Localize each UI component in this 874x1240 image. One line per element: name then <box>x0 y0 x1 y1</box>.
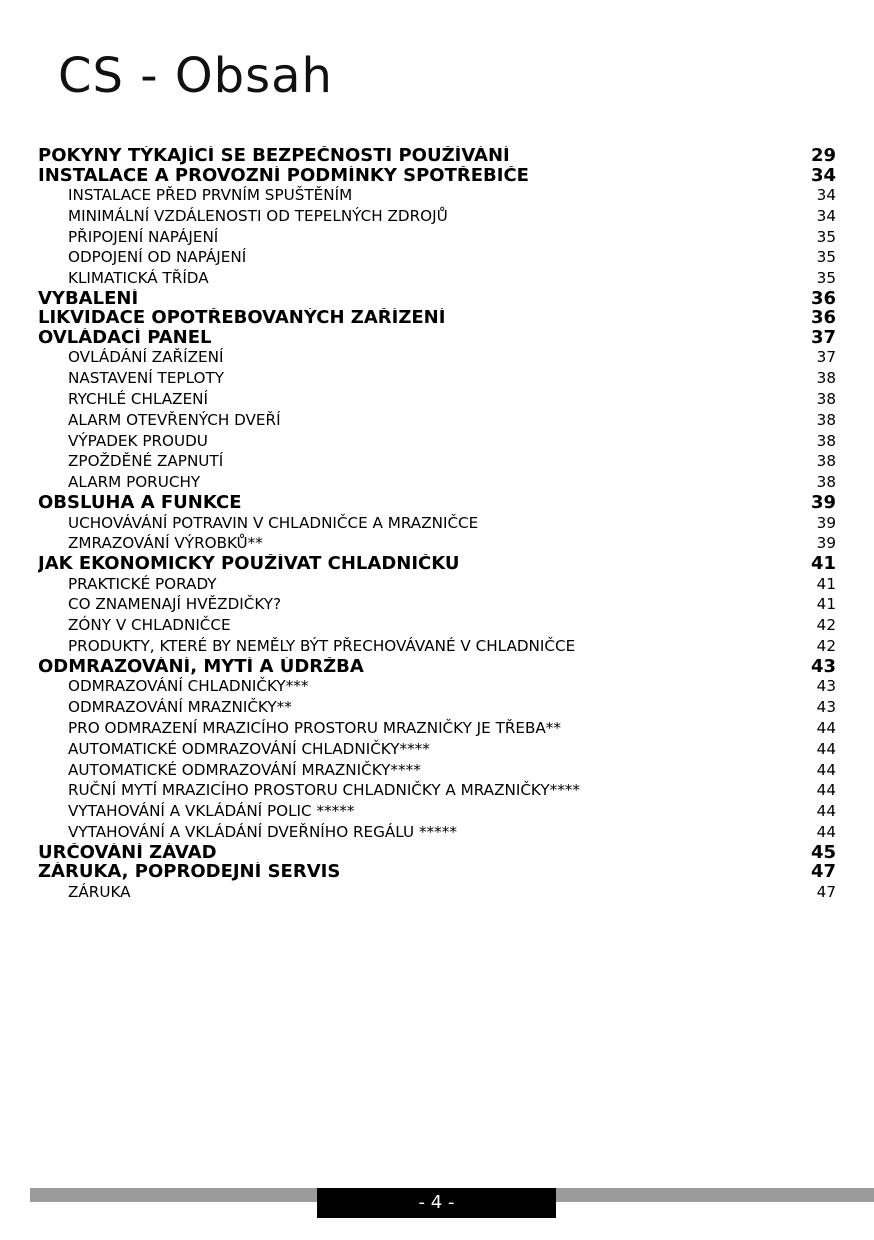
toc-entry-page: 38 <box>816 369 836 388</box>
toc-entry-label: URČOVÁNÍ ZÁVAD <box>38 842 217 862</box>
toc-entry-page: 44 <box>816 781 836 800</box>
toc-subsection[interactable] <box>38 760 836 781</box>
toc-entry-label: PRAKTICKÉ PORADY <box>68 574 217 593</box>
toc-subsection[interactable] <box>38 822 836 843</box>
toc-subsection[interactable] <box>38 472 836 493</box>
toc-entry-page: 38 <box>816 473 836 492</box>
toc-section[interactable] <box>38 308 836 328</box>
toc-entry-page: 36 <box>810 307 836 329</box>
toc-entry-page: 43 <box>816 677 836 696</box>
toc-subsection[interactable] <box>38 780 836 801</box>
toc-entry-page: 44 <box>816 739 836 758</box>
toc-entry-page: 38 <box>816 452 836 471</box>
toc-subsection[interactable] <box>38 615 836 636</box>
toc-subsection[interactable] <box>38 594 836 615</box>
toc-entry-page: 42 <box>816 616 836 635</box>
toc-entry-label: VYTAHOVÁNÍ A VKLÁDÁNÍ DVEŘNÍHO REGÁLU ***** <box>68 822 457 841</box>
toc-entry-page: 47 <box>810 861 836 883</box>
toc-entry-page: 36 <box>810 287 836 309</box>
toc-entry-label: AUTOMATICKÉ ODMRAZOVÁNÍ MRAZNIČKY**** <box>68 760 421 779</box>
toc-subsection[interactable] <box>38 389 836 410</box>
toc-subsection[interactable] <box>38 697 836 718</box>
toc-subsection[interactable] <box>38 206 836 227</box>
toc-section[interactable] <box>38 146 836 166</box>
toc-entry-label: RYCHLÉ CHLAZENÍ <box>68 390 209 409</box>
toc-entry-label: ODMRAZOVÁNÍ, MYTÍ A ÚDRŽBA <box>38 656 364 676</box>
toc-entry-page: 44 <box>816 760 836 779</box>
toc-section[interactable] <box>38 657 836 677</box>
toc-subsection[interactable] <box>38 451 836 472</box>
toc-entry-page: 35 <box>816 248 836 267</box>
toc-entry-label: AUTOMATICKÉ ODMRAZOVÁNÍ CHLADNIČKY**** <box>68 739 430 758</box>
toc-section[interactable] <box>38 493 836 513</box>
toc-entry-label: ODMRAZOVÁNÍ MRAZNIČKY** <box>68 698 292 717</box>
toc-entry-label: RUČNÍ MYTÍ MRAZICÍHO PROSTORU CHLADNIČKY A MRAZNIČKY**** <box>68 781 580 800</box>
toc-entry-label: ODMRAZOVÁNÍ CHLADNIČKY*** <box>68 677 309 696</box>
toc-entry-page: 35 <box>816 227 836 246</box>
toc-entry-page: 41 <box>810 553 836 575</box>
toc-entry-page: 39 <box>810 492 836 514</box>
toc-entry-page: 37 <box>810 326 836 348</box>
toc-subsection[interactable] <box>38 247 836 268</box>
toc-entry-page: 44 <box>816 718 836 737</box>
toc-entry-label: ALARM OTEVŘENÝCH DVEŘÍ <box>68 410 281 429</box>
toc-entry-page: 39 <box>816 534 836 553</box>
toc-section[interactable] <box>38 166 836 186</box>
toc-entry-page: 34 <box>810 164 836 186</box>
toc-subsection[interactable] <box>38 410 836 431</box>
toc-subsection[interactable] <box>38 185 836 206</box>
toc-section[interactable] <box>38 289 836 309</box>
toc-entry-label: VYTAHOVÁNÍ A VKLÁDÁNÍ POLIC ***** <box>68 802 355 821</box>
toc-entry-label: OBSLUHA A FUNKCE <box>38 493 242 513</box>
toc-entry-label: ZMRAZOVÁNÍ VÝROBKŮ** <box>68 534 263 553</box>
toc-entry-label: OVLÁDACÍ PANEL <box>38 327 212 347</box>
toc-entry-label: CO ZNAMENAJÍ HVĚZDIČKY? <box>68 595 282 614</box>
toc-entry-label: ALARM PORUCHY <box>68 473 201 492</box>
toc-subsection[interactable] <box>38 268 836 289</box>
toc-subsection[interactable] <box>38 368 836 389</box>
toc-subsection[interactable] <box>38 533 836 554</box>
toc-entry-page: 34 <box>816 206 836 225</box>
toc-entry-label: PŘIPOJENÍ NAPÁJENÍ <box>68 227 219 246</box>
toc-subsection[interactable] <box>38 801 836 822</box>
toc-entry-label: UCHOVÁVÁNÍ POTRAVIN V CHLADNIČCE A MRAZNIČCE <box>68 513 479 532</box>
toc-section[interactable] <box>38 843 836 863</box>
toc-entry-page: 29 <box>810 145 836 166</box>
toc-entry-page: 39 <box>816 513 836 532</box>
toc-entry-label: KLIMATICKÁ TŘÍDA <box>68 269 209 288</box>
toc-entry-page: 41 <box>816 595 836 614</box>
toc-entry-page: 35 <box>816 269 836 288</box>
toc-entry-label: PRODUKTY, KTERÉ BY NEMĚLY BÝT PŘECHOVÁVANÉ V CHLADNIČCE <box>68 637 576 656</box>
toc-entry-page: 44 <box>816 802 836 821</box>
toc-entry-label: MINIMÁLNÍ VZDÁLENOSTI OD TEPELNÝCH ZDROJŮ <box>68 206 448 225</box>
toc-subsection[interactable] <box>38 574 836 595</box>
toc-entry-page: 44 <box>816 822 836 841</box>
toc-entry-label: POKYNY TÝKAJÍCÍ SE BEZPEČNOSTI POUŽÍVÁNÍ <box>38 146 510 165</box>
toc-entry-label: ZÓNY V CHLADNIČCE <box>68 616 231 635</box>
toc-entry-label: ZÁRUKA, POPRODEJNÍ SERVIS <box>38 862 341 882</box>
toc-entry-label: PRO ODMRAZENÍ MRAZICÍHO PROSTORU MRAZNIČKY JE TŘEBA** <box>68 718 561 737</box>
toc-subsection[interactable] <box>38 347 836 368</box>
toc-entry-label: ZÁRUKA <box>68 882 131 901</box>
page-title: CS - Obsah <box>58 48 333 104</box>
toc-entry-label: JAK EKONOMICKY POUŽÍVAT CHLADNIČKU <box>38 554 460 574</box>
toc-subsection[interactable] <box>38 718 836 739</box>
toc-entry-page: 43 <box>816 698 836 717</box>
toc-entry-label: ODPOJENÍ OD NAPÁJENÍ <box>68 248 247 267</box>
toc-subsection[interactable] <box>38 227 836 248</box>
toc-entry-label: INSTALACE PŘED PRVNÍM SPUŠTĚNÍM <box>68 186 353 204</box>
toc-section[interactable] <box>38 328 836 348</box>
toc-entry-page: 41 <box>816 574 836 593</box>
toc-subsection[interactable] <box>38 882 836 903</box>
toc-entry-page: 42 <box>816 637 836 656</box>
page-number: - 4 - <box>317 1188 556 1218</box>
toc-subsection[interactable] <box>38 513 836 534</box>
toc-entry-label: ZPOŽDĚNÉ ZAPNUTÍ <box>68 452 224 471</box>
toc-entry-page: 43 <box>810 655 836 677</box>
toc-subsection[interactable] <box>38 636 836 657</box>
table-of-contents <box>38 146 836 903</box>
toc-entry-page: 34 <box>816 186 836 204</box>
toc-entry-page: 37 <box>816 348 836 367</box>
toc-entry-page: 38 <box>816 390 836 409</box>
toc-section[interactable] <box>38 862 836 882</box>
toc-subsection[interactable] <box>38 739 836 760</box>
toc-entry-label: NASTAVENÍ TEPLOTY <box>68 369 225 388</box>
toc-section[interactable] <box>38 554 836 574</box>
toc-entry-page: 38 <box>816 410 836 429</box>
toc-entry-label: VÝPADEK PROUDU <box>68 431 208 450</box>
toc-subsection[interactable] <box>38 676 836 697</box>
toc-entry-label: VYBALENÍ <box>38 288 139 308</box>
toc-entry-label: OVLÁDÁNÍ ZAŘÍZENÍ <box>68 348 224 367</box>
toc-entry-page: 38 <box>816 431 836 450</box>
toc-subsection[interactable] <box>38 431 836 452</box>
toc-entry-label: INSTALACE A PROVOZNÍ PODMÍNKY SPOTŘEBIČE <box>38 165 529 185</box>
toc-entry-page: 45 <box>810 841 836 863</box>
toc-entry-label: LIKVIDACE OPOTŘEBOVANÝCH ZAŘÍZENÍ <box>38 308 446 328</box>
toc-entry-page: 47 <box>816 882 836 901</box>
